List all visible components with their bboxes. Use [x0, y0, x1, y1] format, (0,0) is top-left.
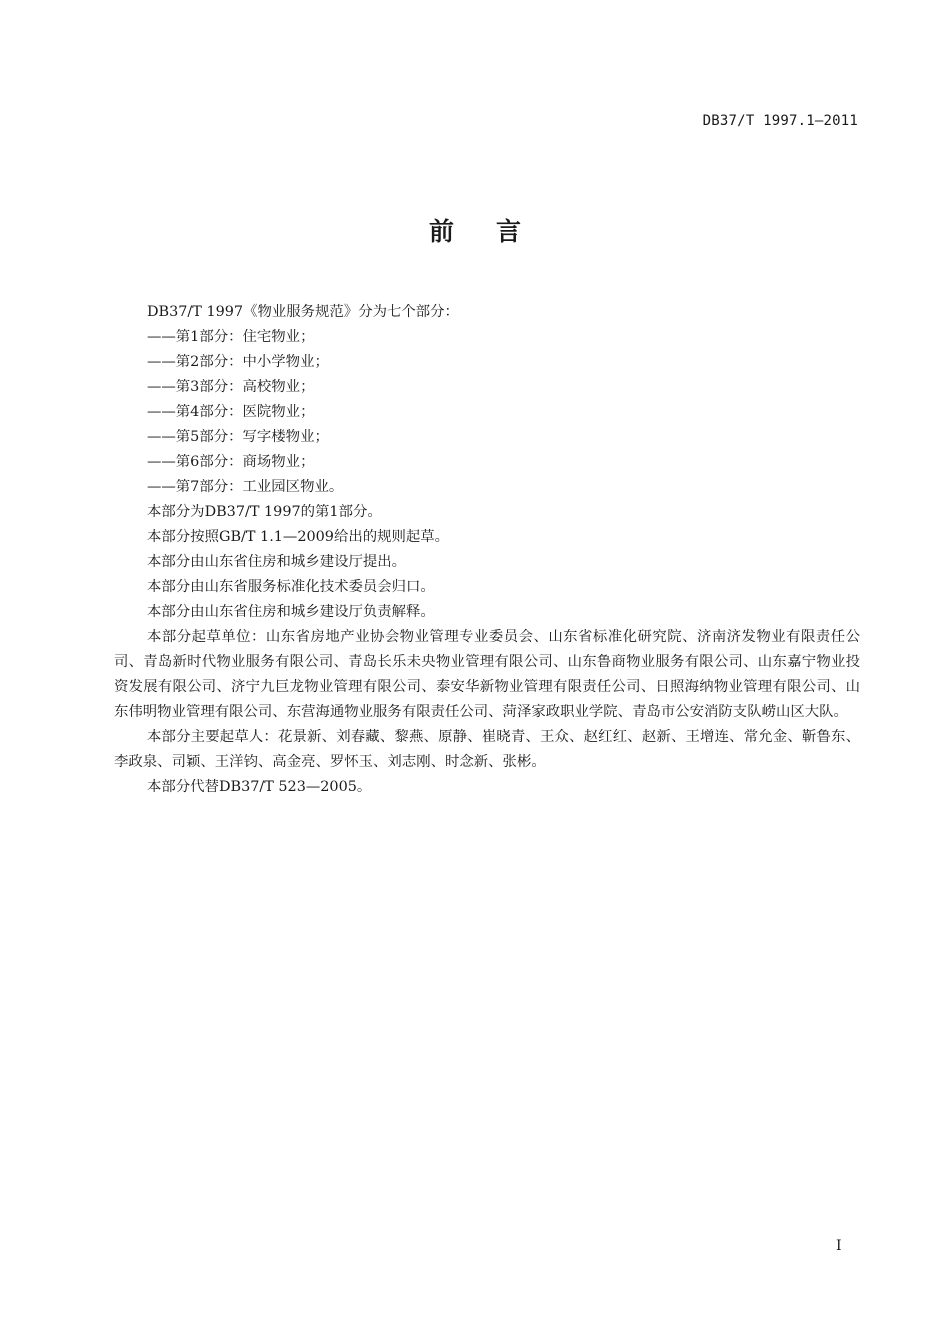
- paragraph-drafting-units: 本部分起草单位：山东省房地产业协会物业管理专业委员会、山东省标准化研究院、济南济发物业有限责任公司、青岛新时代物业服务有限公司、青岛长乐未央物业管理有限公司、山东鲁商物业服务有限公司、山东嘉宁物业投资发展有限公司、济宁九巨龙物业管理有限公司、泰安华新物业管理有限责任公司、日照海纳物业管理有限公司、山东伟明物业管理有限公司、东营海通物业服务有限责任公司、菏泽家政职业学院、青岛市公安消防支队崂山区大队。: [114, 629, 860, 720]
- foreword-body: [114, 300, 860, 800]
- paragraph-part-statement: 本部分为DB37/T 1997的第1部分。: [147, 504, 382, 520]
- list-item-part-2: ——第2部分：中小学物业；: [147, 354, 329, 370]
- page-title: 前言: [428, 217, 563, 246]
- paragraph-drafters: 本部分主要起草人：花景新、刘春藏、黎燕、原静、崔晓青、王众、赵红红、赵新、王增连、常允金、靳鲁东、李政泉、司颖、王洋钧、高金亮、罗怀玉、刘志刚、时念新、张彬。: [114, 729, 860, 770]
- paragraph-replaces: 本部分代替DB37/T 523—2005。: [147, 779, 372, 795]
- list-item-part-7: ——第7部分：工业园区物业。: [147, 479, 344, 495]
- paragraph-drafting-rules: 本部分按照GB/T 1.1—2009给出的规则起草。: [147, 529, 450, 545]
- page-number: I: [836, 1238, 842, 1254]
- list-item-part-3: ——第3部分：高校物业；: [147, 379, 315, 395]
- paragraph-centralized-by: 本部分由山东省服务标准化技术委员会归口。: [147, 579, 435, 595]
- list-item-part-5: ——第5部分：写字楼物业；: [147, 429, 329, 445]
- list-item-part-1: ——第1部分：住宅物业；: [147, 329, 315, 345]
- paragraph-proposer: 本部分由山东省住房和城乡建设厅提出。: [147, 554, 407, 570]
- list-item-part-4: ——第4部分：医院物业；: [147, 404, 315, 420]
- paragraph-parts-intro: DB37/T 1997《物业服务规范》分为七个部分：: [147, 304, 459, 320]
- document-code: DB37/T 1997.1—2011: [702, 113, 858, 129]
- list-item-part-6: ——第6部分：商场物业；: [147, 454, 315, 470]
- paragraph-interpretation: 本部分由山东省住房和城乡建设厅负责解释。: [147, 604, 435, 620]
